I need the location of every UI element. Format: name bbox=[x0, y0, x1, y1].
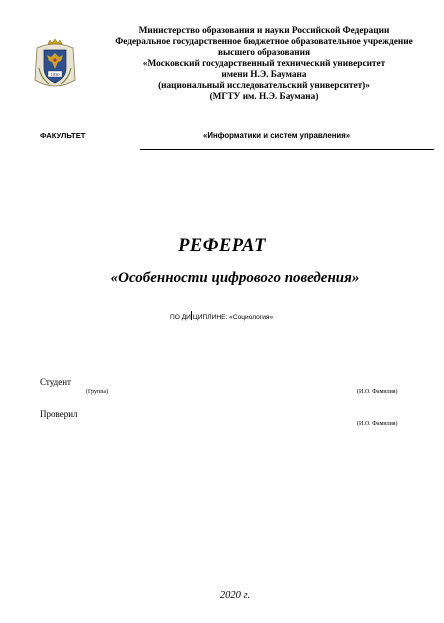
student-label: Студент bbox=[40, 377, 71, 387]
document-title: «Особенности цифрового поведения» bbox=[110, 270, 360, 286]
header-line-education-level: высшего образования bbox=[218, 48, 310, 58]
header-line-research-status: (национальный исследовательский университет)» bbox=[158, 81, 370, 91]
header-line-institution-type: Федеральное государственное бюджетное образовательное учреждение bbox=[115, 37, 413, 47]
faculty-label: ФАКУЛЬТЕТ bbox=[40, 131, 86, 140]
emblem-year: 1830 bbox=[50, 72, 60, 77]
header-line-university-name: «Московский государственный технический университет bbox=[142, 59, 386, 69]
header-line-abbreviation: (МГТУ им. Н.Э. Баумана) bbox=[209, 92, 319, 102]
student-name-hint: (И.О. Фамилия) bbox=[357, 389, 398, 395]
header-line-ministry: Министерство образования и науки Российской Федерации bbox=[138, 26, 390, 36]
faculty-underline bbox=[140, 149, 434, 150]
discipline-prefix: ПО ДИ bbox=[170, 314, 191, 321]
faculty-value: «Информатики и систем управления» bbox=[203, 131, 351, 140]
discipline-line[interactable] bbox=[170, 311, 273, 321]
document-type-heading: РЕФЕРАТ bbox=[178, 236, 266, 256]
bmstu-crest-icon bbox=[33, 38, 77, 94]
group-hint: (Группа) bbox=[86, 389, 109, 395]
discipline-suffix: ЦИПЛИНЕ: «Социология» bbox=[192, 314, 274, 321]
institution-header bbox=[96, 26, 432, 103]
document-year: 2020 г. bbox=[219, 590, 251, 601]
header-line-named-after: имени Н.Э. Баумана bbox=[221, 70, 307, 80]
checked-by-label: Проверил bbox=[40, 409, 78, 419]
checker-name-hint: (И.О. Фамилия) bbox=[357, 421, 398, 427]
